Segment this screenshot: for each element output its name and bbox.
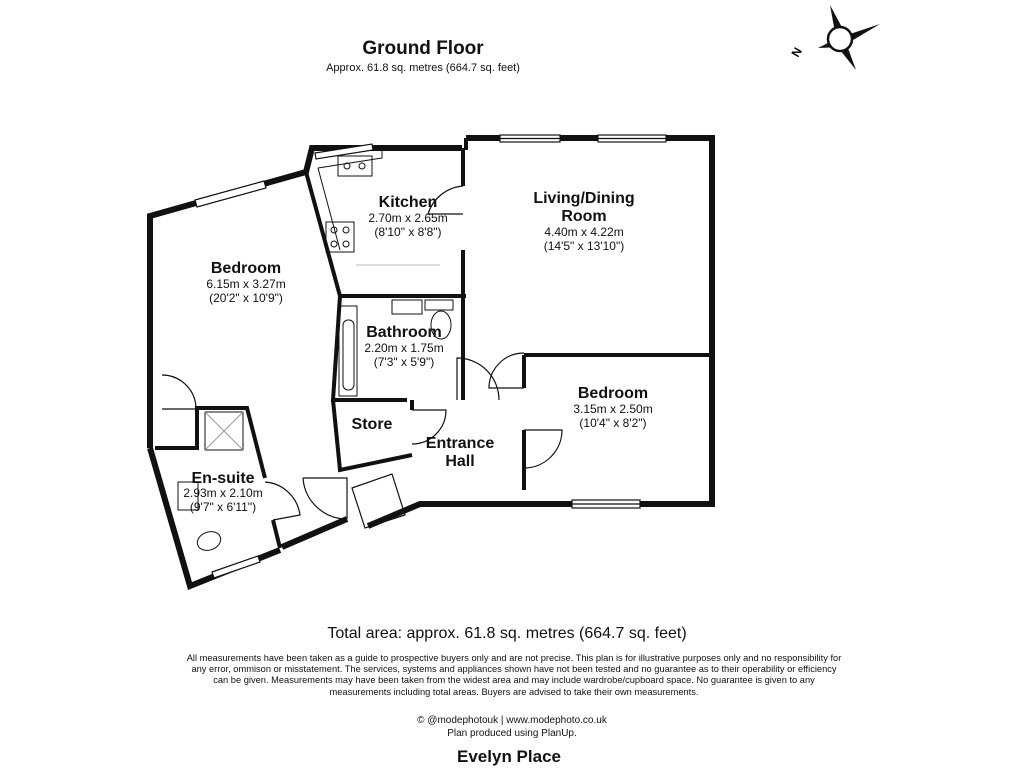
ensuite-imperial: (9'7" x 6'11") [189,500,257,514]
ensuite-name: En-suite [191,470,255,487]
bedroom2-imperial: (10'4" x 8'2") [579,416,647,430]
ensuite-toilet-icon [195,528,224,553]
room-labels [183,190,652,514]
living-name-line1: Living/Dining [533,190,635,207]
total-area: Total area: approx. 61.8 sq. metres (664.7 sq. feet) [327,625,687,642]
property-name: Evelyn Place [457,747,561,766]
bedroom1-name: Bedroom [210,260,282,277]
floor-title: Ground Floor [362,38,484,59]
bathroom-metric: 2.20m x 1.75m [364,341,444,355]
ensuite-metric: 2.93m x 2.10m [183,486,263,500]
living-imperial: (14'5" x 13'10") [543,239,625,253]
bedroom2-metric: 3.15m x 2.50m [573,402,653,416]
bathroom-basin-icon [392,300,422,314]
bathroom-imperial: (7'3" x 5'9") [373,355,435,369]
store-name: Store [351,416,393,433]
kitchen-sink-icon [338,156,372,176]
kitchen-imperial: (8'10" x 8'8") [374,225,442,239]
kitchen-name: Kitchen [378,194,438,211]
compass-icon [788,5,880,70]
kitchen-metric: 2.70m x 2.65m [368,211,448,225]
floor-area-subtitle: Approx. 61.8 sq. metres (664.7 sq. feet) [326,62,520,74]
credit-block [417,714,607,740]
living-metric: 4.40m x 4.22m [544,225,624,239]
hall-name-line1: Entrance [425,435,495,452]
bedroom2-name: Bedroom [577,385,649,402]
hob-icon [326,222,354,252]
bedroom1-imperial: (20'2" x 10'9") [209,291,283,305]
credit-line-planup: Plan produced using PlanUp. [447,728,577,739]
bathroom-name: Bathroom [366,324,442,341]
disclaimer-text: All measurements have been taken as a guide to prospective buyers only and are not precise. This plan is for illustrative purposes only and no responsibility for any error, ommison or misstatement. The services, systems and appliances shown have not been tested and no guarantee as to their operability or efficiency can be given. Measurements may have been taken from the widest area and may include wardrobe/cupboard space. No guarantee is given to any measurements including total areas. Buyers are advised to take their own measurements. [186,653,842,697]
compass-north-label: N [788,44,805,60]
credit-line-copyright: © @modephotouk | www.modephoto.co.uk [417,715,607,726]
hall-name-line2: Hall [445,453,475,470]
bedroom1-metric: 6.15m x 3.27m [206,277,286,291]
living-name-line2: Room [561,208,607,225]
